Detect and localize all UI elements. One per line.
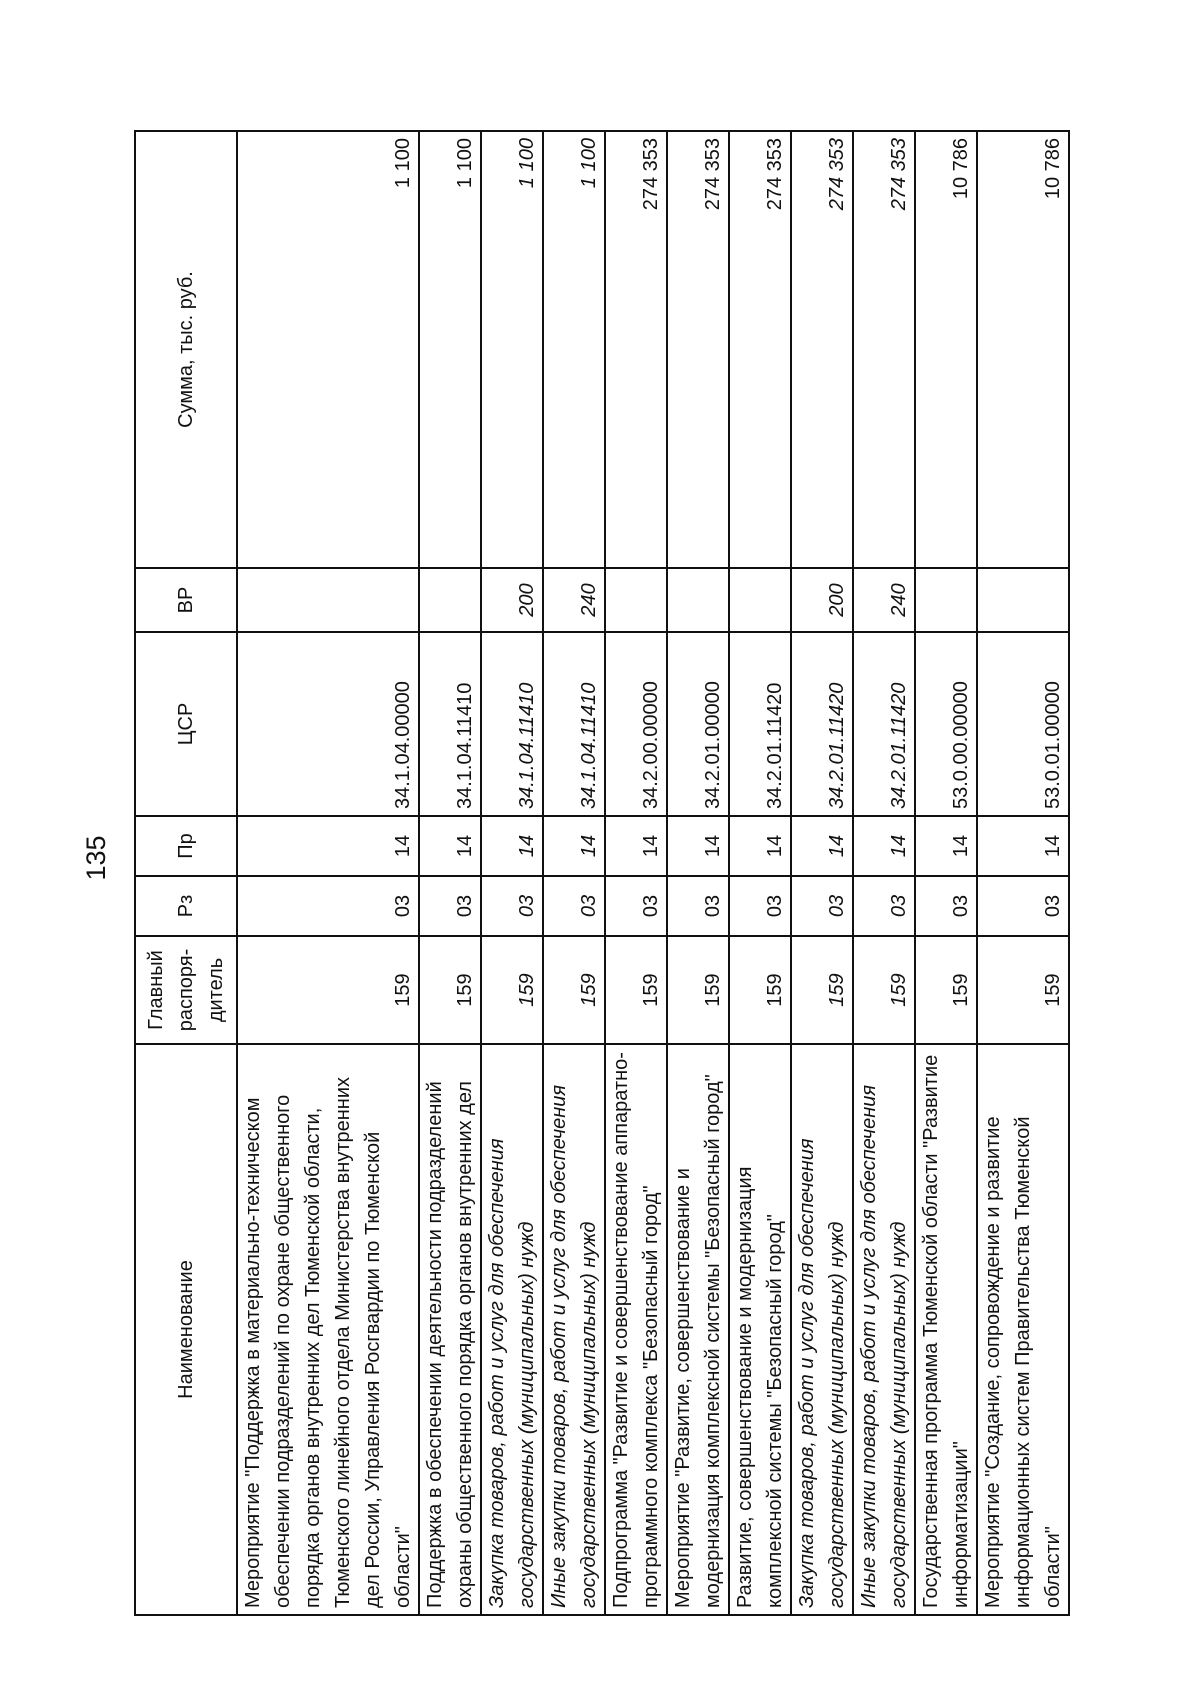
- row-csr: 34.1.04.11410: [543, 632, 605, 816]
- row-pr: 14: [791, 816, 853, 876]
- row-csr: 53.0.00.00000: [915, 632, 977, 816]
- row-vr: [667, 568, 729, 632]
- row-csr: 53.0.01.00000: [977, 632, 1069, 816]
- row-sum: 10 786: [915, 131, 977, 568]
- table-row: [605, 131, 667, 1615]
- table-row: [481, 131, 543, 1615]
- row-csr: 34.1.04.00000: [237, 632, 419, 816]
- row-rz: 03: [481, 876, 543, 936]
- row-csr: 34.1.04.11410: [481, 632, 543, 816]
- row-main-manager: 159: [977, 936, 1069, 1044]
- row-name: Мероприятие "Создание, сопровождение и развитие информационных систем Правительства Тюменской области": [977, 1044, 1069, 1615]
- row-vr: 240: [543, 568, 605, 632]
- row-csr: 34.2.01.11420: [791, 632, 853, 816]
- header-pr: Пр: [135, 816, 237, 876]
- header-row: [135, 131, 237, 1615]
- row-sum: 1 100: [543, 131, 605, 568]
- row-rz: 03: [419, 876, 481, 936]
- row-name: Мероприятие "Поддержка в материально-техническом обеспечении подразделений по охране общественного порядка органов внутренних дел Тюменской области, Тюменского линейного отдела Министерства внутренних дел России, Управления Росгвардии по Тюменской области": [237, 1044, 419, 1615]
- row-name: Мероприятие "Развитие, совершенствование и модернизация комплексной системы "Безопасный город": [667, 1044, 729, 1615]
- row-vr: [237, 568, 419, 632]
- row-vr: [605, 568, 667, 632]
- table-row: [915, 131, 977, 1615]
- row-pr: 14: [915, 816, 977, 876]
- row-name: Подпрограмма "Развитие и совершенствование аппаратно-программного комплекса "Безопасный город": [605, 1044, 667, 1615]
- row-csr: 34.2.01.11420: [729, 632, 791, 816]
- row-main-manager: 159: [543, 936, 605, 1044]
- row-rz: 03: [791, 876, 853, 936]
- header-main-manager: Главный распоря-дитель: [135, 936, 237, 1044]
- row-name: Развитие, совершенствование и модернизация комплексной системы "Безопасный город": [729, 1044, 791, 1615]
- table-row: [791, 131, 853, 1615]
- row-rz: 03: [605, 876, 667, 936]
- row-pr: 14: [237, 816, 419, 876]
- row-pr: 14: [729, 816, 791, 876]
- row-csr: 34.2.01.11420: [853, 632, 915, 816]
- row-csr: 34.1.04.11410: [419, 632, 481, 816]
- row-pr: 14: [605, 816, 667, 876]
- row-name: Закупка товаров, работ и услуг для обеспечения государственных (муниципальных) нужд: [481, 1044, 543, 1615]
- table-row: [543, 131, 605, 1615]
- row-sum: 1 100: [237, 131, 419, 568]
- row-sum: 274 353: [729, 131, 791, 568]
- row-main-manager: 159: [481, 936, 543, 1044]
- row-main-manager: 159: [419, 936, 481, 1044]
- header-sum: Сумма, тыс. руб.: [135, 131, 237, 568]
- row-vr: 200: [481, 568, 543, 632]
- budget-table-container: [134, 132, 1064, 1616]
- row-sum: 10 786: [977, 131, 1069, 568]
- row-main-manager: 159: [605, 936, 667, 1044]
- row-main-manager: 159: [667, 936, 729, 1044]
- header-vr: ВР: [135, 568, 237, 632]
- row-name: Государственная программа Тюменской области "Развитие информатизации": [915, 1044, 977, 1615]
- row-vr: [729, 568, 791, 632]
- row-vr: 200: [791, 568, 853, 632]
- row-main-manager: 159: [853, 936, 915, 1044]
- row-name: Закупка товаров, работ и услуг для обеспечения государственных (муниципальных) нужд: [791, 1044, 853, 1615]
- row-csr: 34.2.00.00000: [605, 632, 667, 816]
- row-main-manager: 159: [729, 936, 791, 1044]
- row-pr: 14: [481, 816, 543, 876]
- row-pr: 14: [977, 816, 1069, 876]
- row-main-manager: 159: [791, 936, 853, 1044]
- table-row: [237, 131, 419, 1615]
- row-name: Иные закупки товаров, работ и услуг для обеспечения государственных (муниципальных) нужд: [543, 1044, 605, 1615]
- row-rz: 03: [667, 876, 729, 936]
- budget-table: [134, 130, 1070, 1616]
- table-row: [729, 131, 791, 1615]
- row-name: Иные закупки товаров, работ и услуг для обеспечения государственных (муниципальных) нужд: [853, 1044, 915, 1615]
- header-csr: ЦСР: [135, 632, 237, 816]
- row-pr: 14: [543, 816, 605, 876]
- row-sum: 274 353: [667, 131, 729, 568]
- row-sum: 1 100: [481, 131, 543, 568]
- row-rz: 03: [543, 876, 605, 936]
- row-rz: 03: [915, 876, 977, 936]
- table-row: [853, 131, 915, 1615]
- row-main-manager: 159: [915, 936, 977, 1044]
- table-row: [667, 131, 729, 1615]
- page-number: 135: [81, 835, 111, 881]
- row-vr: 240: [853, 568, 915, 632]
- row-sum: 274 353: [791, 131, 853, 568]
- row-rz: 03: [977, 876, 1069, 936]
- row-main-manager: 159: [237, 936, 419, 1044]
- row-sum: 1 100: [419, 131, 481, 568]
- row-rz: 03: [853, 876, 915, 936]
- table-row: [977, 131, 1069, 1615]
- row-rz: 03: [729, 876, 791, 936]
- row-pr: 14: [419, 816, 481, 876]
- table-row: [419, 131, 481, 1615]
- row-sum: 274 353: [853, 131, 915, 568]
- row-pr: 14: [667, 816, 729, 876]
- row-name: Поддержка в обеспечении деятельности подразделений охраны общественного порядка органов внутренних дел: [419, 1044, 481, 1615]
- row-rz: 03: [237, 876, 419, 936]
- row-vr: [915, 568, 977, 632]
- row-csr: 34.2.01.00000: [667, 632, 729, 816]
- row-sum: 274 353: [605, 131, 667, 568]
- row-vr: [419, 568, 481, 632]
- row-vr: [977, 568, 1069, 632]
- row-pr: 14: [853, 816, 915, 876]
- header-name: Наименование: [135, 1044, 237, 1615]
- header-rz: Рз: [135, 876, 237, 936]
